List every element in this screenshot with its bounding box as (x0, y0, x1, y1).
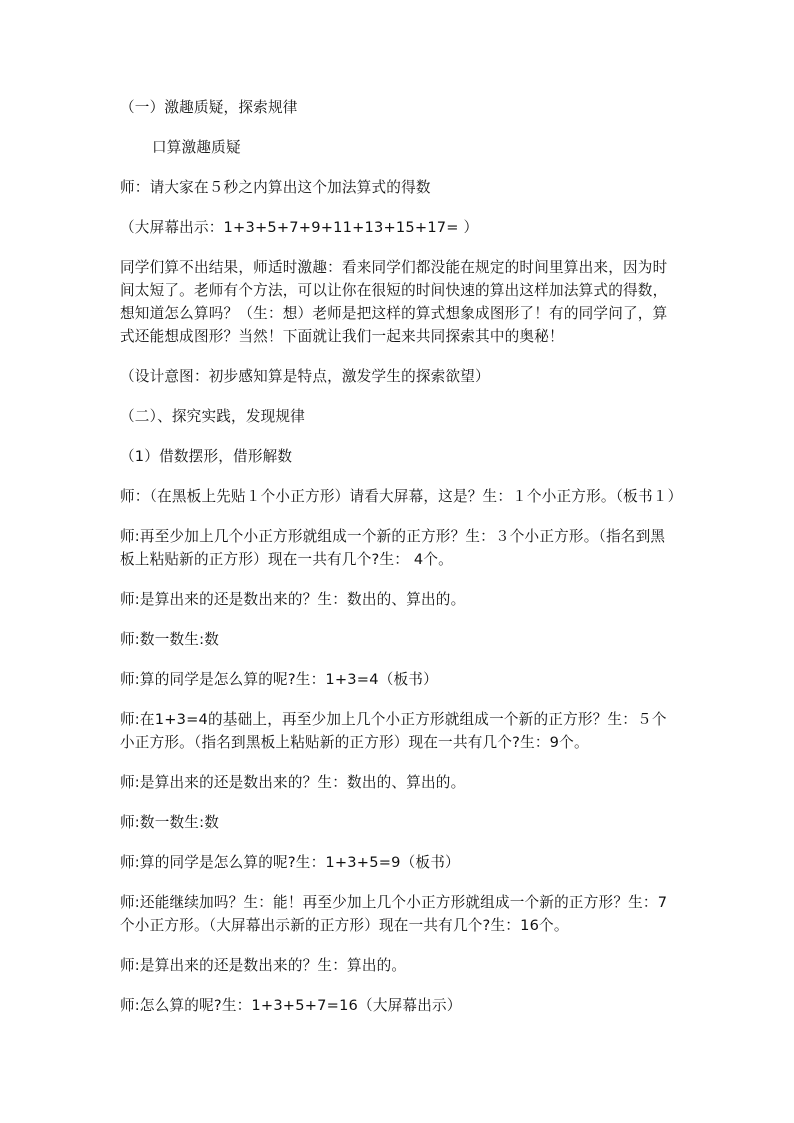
dialogue-line: 师:算的同学是怎么算的呢?生：1+3+5=9（板书） (120, 854, 460, 871)
paragraph-screen-formula: （大屏幕出示：1+3+5+7+9+11+13+15+17= ） (120, 219, 479, 236)
document-page (120, 96, 683, 1034)
paragraph-design-intent: （设计意图：初步感知算是特点，激发学生的探索欲望） (120, 368, 490, 385)
dialogue-line: 师:再至少加上几个小正方形就组成一个新的正方形？生：３个小正方形。（指名到黑板上粘贴新的正方形）现在一共有几个?生： 4个。 (120, 528, 666, 568)
dialogue-line: 师：（在黑板上先贴１个小正方形）请看大屏幕，这是？生：１个小正方形。（板书１） (120, 488, 683, 505)
dialogue-line: 师:在1+3=4的基础上，再至少加上几个小正方形就组成一个新的正方形？生：５个小正方形。（指名到黑板上粘贴新的正方形）现在一共有几个?生：9个。 (120, 711, 667, 751)
section-heading-2: （二）、探究实践，发现规律 (120, 408, 306, 425)
dialogue-line: 师:数一数生:数 (120, 631, 219, 648)
dialogue-line: 师:是算出来的还是数出来的？生：算出的。 (120, 957, 407, 974)
dialogue-line: 师:还能继续加吗？生：能！再至少加上几个小正方形就组成一个新的正方形？生：7个小正方形。（大屏幕出示新的正方形）现在一共有几个?生：16个。 (120, 894, 668, 934)
subheading-number-shape: （1）借数摆形，借形解数 (120, 448, 293, 465)
dialogue-line: 师:是算出来的还是数出来的？生：数出的、算出的。 (120, 591, 466, 608)
dialogue-line: 师:怎么算的呢?生：1+3+5+7=16（大屏幕出示） (120, 997, 462, 1014)
dialogue-line: 师:数一数生:数 (120, 814, 219, 831)
paragraph-teacher-explanation: 同学们算不出结果，师适时激趣：看来同学们都没能在规定的时间里算出来，因为时间太短了。老师有个方法，可以让你在很短的时间快速的算出这样加法算式的得数，想知道怎么算吗？（生：想）老师是把这样的算式想象成图形了！有的同学问了，算式还能想成图形？当然！下面就让我们一起来共同探索其中的奥秘！ (120, 259, 668, 345)
section-heading-1: （一）激趣质疑，探索规律 (120, 99, 298, 116)
dialogue-line: 师:是算出来的还是数出来的？生：数出的、算出的。 (120, 774, 466, 791)
paragraph-teacher-prompt: 师：请大家在５秒之内算出这个加法算式的得数 (120, 179, 431, 196)
dialogue-line: 师:算的同学是怎么算的呢?生：1+3=4（板书） (120, 671, 438, 688)
subheading-oral-calc: 口算激趣质疑 (152, 139, 241, 156)
